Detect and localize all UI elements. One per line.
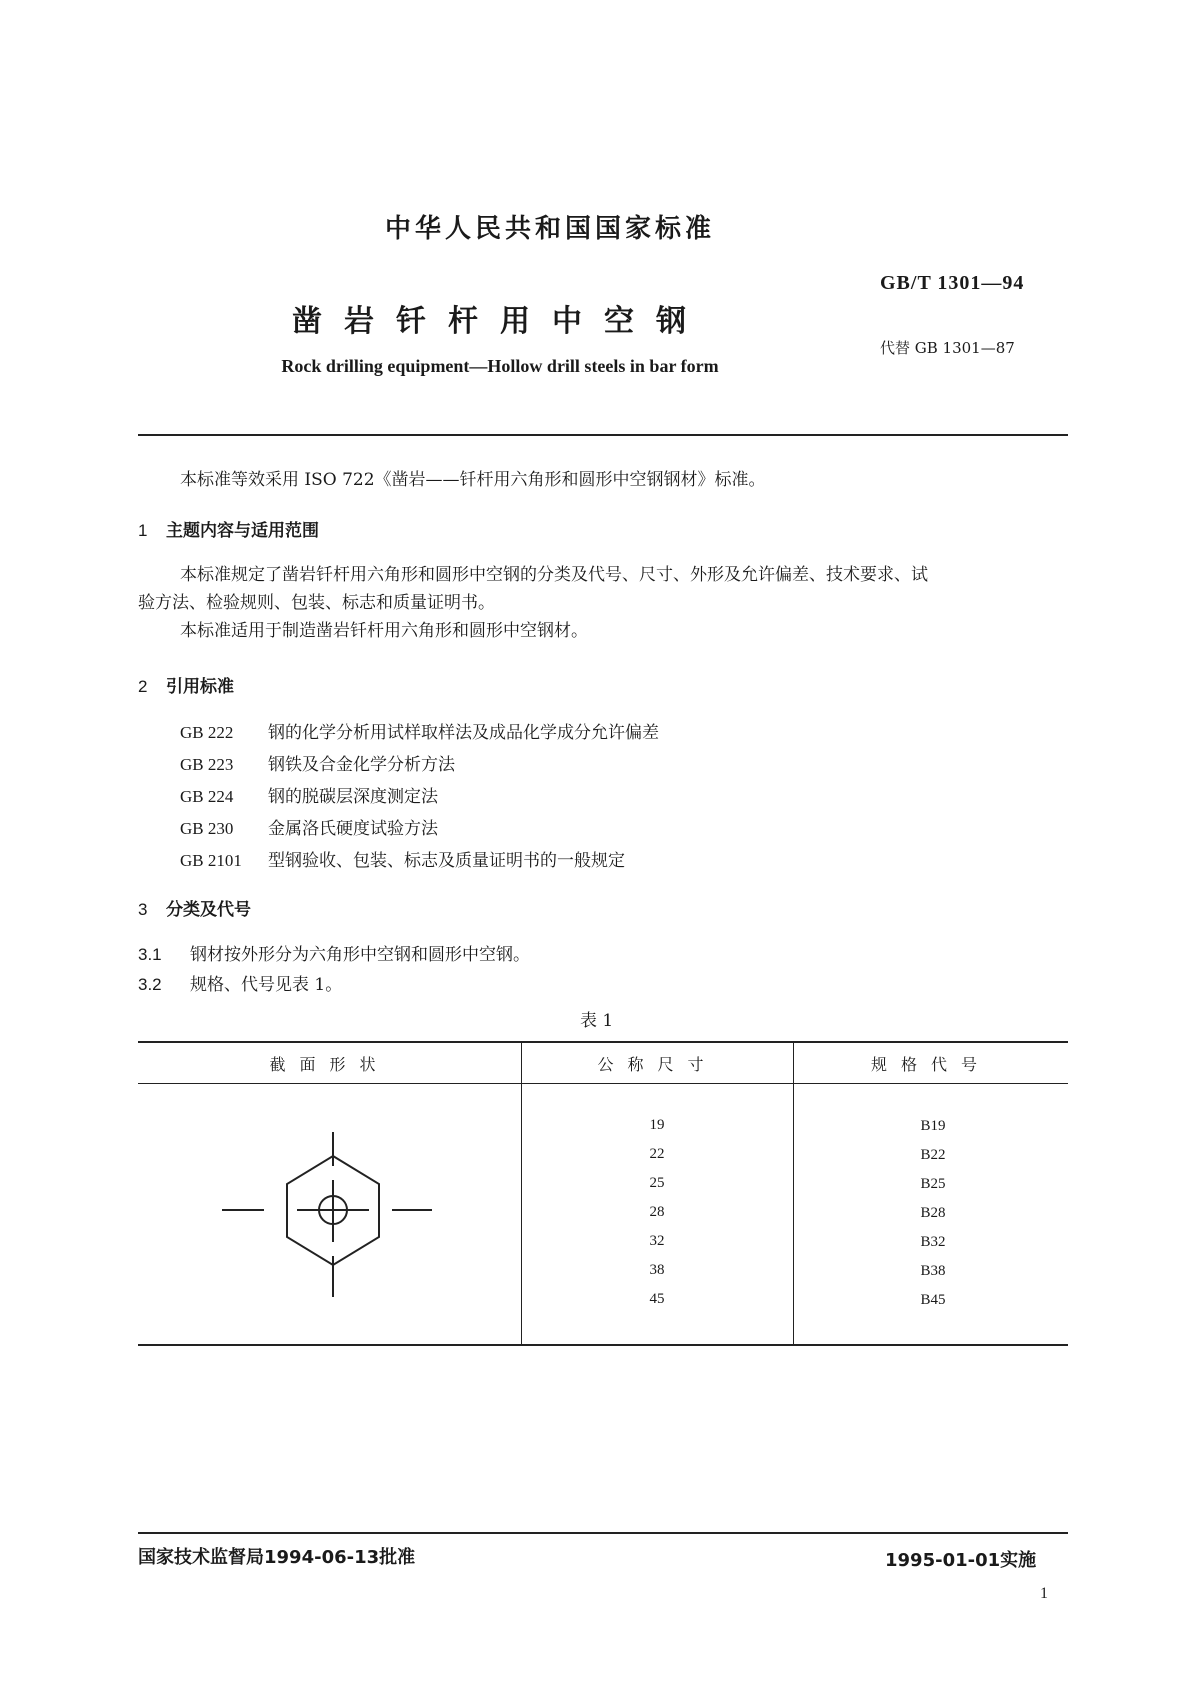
code-cell: B45 — [920, 1292, 946, 1308]
table-header-size: 公称尺寸 — [597, 1055, 718, 1074]
table-caption: 表 1 — [580, 1011, 614, 1031]
section-1-number: 1 — [138, 521, 148, 540]
table-column-divider — [793, 1042, 794, 1345]
footer-rule — [138, 1532, 1068, 1534]
size-cell: 25 — [649, 1175, 665, 1191]
page-number: 1 — [1040, 1585, 1048, 1602]
reference-item — [180, 846, 659, 878]
section-2-title: 引用标准 — [166, 677, 234, 697]
intro-paragraph: 本标准等效采用 ISO 722《凿岩——钎杆用六角形和圆形中空钢钢材》标准。 — [180, 470, 766, 490]
reference-title: 钢的化学分析用试样取样法及成品化学成分允许偏差 — [268, 723, 659, 743]
code-cell: B32 — [920, 1234, 946, 1250]
code-cell: B28 — [920, 1205, 946, 1221]
reference-item — [180, 718, 659, 750]
reference-item — [180, 814, 659, 846]
standard-number — [880, 270, 1024, 295]
section-2-number: 2 — [138, 677, 148, 696]
document-title-zh: 凿岩钎杆用中空钢 — [292, 304, 708, 339]
reference-title: 金属洛氏硬度试验方法 — [268, 819, 438, 839]
table-bottom-rule — [138, 1344, 1068, 1346]
table-top-rule — [138, 1041, 1068, 1043]
code-cell: B19 — [920, 1118, 946, 1134]
section-3-number: 3 — [138, 900, 148, 919]
code-cell: B38 — [920, 1263, 946, 1279]
clause-3-1 — [138, 942, 530, 968]
national-standard-title: 中华人民共和国国家标准 — [384, 214, 715, 244]
implementation-line: 1995-01-01实施 — [885, 1550, 1037, 1571]
size-cell: 38 — [649, 1262, 665, 1278]
reference-title: 型钢验收、包装、标志及质量证明书的一般规定 — [268, 851, 625, 871]
approval-line: 国家技术监督局1994-06-13批准 — [138, 1547, 416, 1568]
section-1-heading — [138, 516, 319, 541]
replaces-note: 代替 GB 1301—87 — [880, 339, 1015, 357]
clause-number: 3.2 — [138, 975, 162, 994]
clause-3-2 — [138, 972, 342, 998]
table-header-rule — [138, 1083, 1068, 1084]
hexagon-hollow-section-icon — [222, 1132, 432, 1297]
section-1-para-1: 本标准规定了凿岩钎杆用六角形和圆形中空钢的分类及代号、尺寸、外形及允许偏差、技术要求、试 — [180, 565, 928, 585]
section-2-heading — [138, 672, 234, 697]
reference-item — [180, 782, 659, 814]
code-cell: B25 — [920, 1176, 946, 1192]
code-cell: B22 — [920, 1147, 946, 1163]
reference-title: 钢铁及合金化学分析方法 — [268, 755, 455, 775]
size-cell: 45 — [649, 1291, 665, 1307]
section-3-heading — [138, 895, 251, 920]
reference-code: GB 224 — [180, 787, 234, 806]
table-column-divider — [521, 1042, 522, 1345]
reference-code: GB 2101 — [180, 851, 242, 870]
reference-code: GB 223 — [180, 755, 234, 774]
table-header-shape: 截面形状 — [269, 1055, 390, 1074]
code-column — [883, 1118, 983, 1321]
reference-code: GB 222 — [180, 723, 234, 742]
section-3-title: 分类及代号 — [166, 900, 251, 920]
section-1-para-1-cont: 验方法、检验规则、包装、标志和质量证明书。 — [138, 593, 495, 613]
size-cell: 28 — [649, 1204, 665, 1220]
reference-code: GB 230 — [180, 819, 234, 838]
document-title-en: Rock drilling equipment—Hollow drill steels in bar form — [281, 356, 719, 376]
reference-title: 钢的脱碳层深度测定法 — [268, 787, 438, 807]
section-1-title: 主题内容与适用范围 — [166, 521, 319, 541]
header-rule — [138, 434, 1068, 436]
table-header-code: 规格代号 — [870, 1055, 991, 1074]
size-cell: 19 — [649, 1117, 665, 1133]
reference-item — [180, 750, 659, 782]
clause-text: 钢材按外形分为六角形中空钢和圆形中空钢。 — [190, 945, 530, 965]
section-1-para-2: 本标准适用于制造凿岩钎杆用六角形和圆形中空钢材。 — [180, 621, 588, 641]
clause-number: 3.1 — [138, 945, 162, 964]
clause-text: 规格、代号见表 1。 — [190, 975, 343, 995]
size-cell: 22 — [649, 1146, 665, 1162]
size-cell: 32 — [649, 1233, 665, 1249]
standard-number-text: GB/T 1301—94 — [880, 272, 1025, 294]
reference-list — [180, 718, 659, 878]
size-column — [607, 1117, 707, 1320]
